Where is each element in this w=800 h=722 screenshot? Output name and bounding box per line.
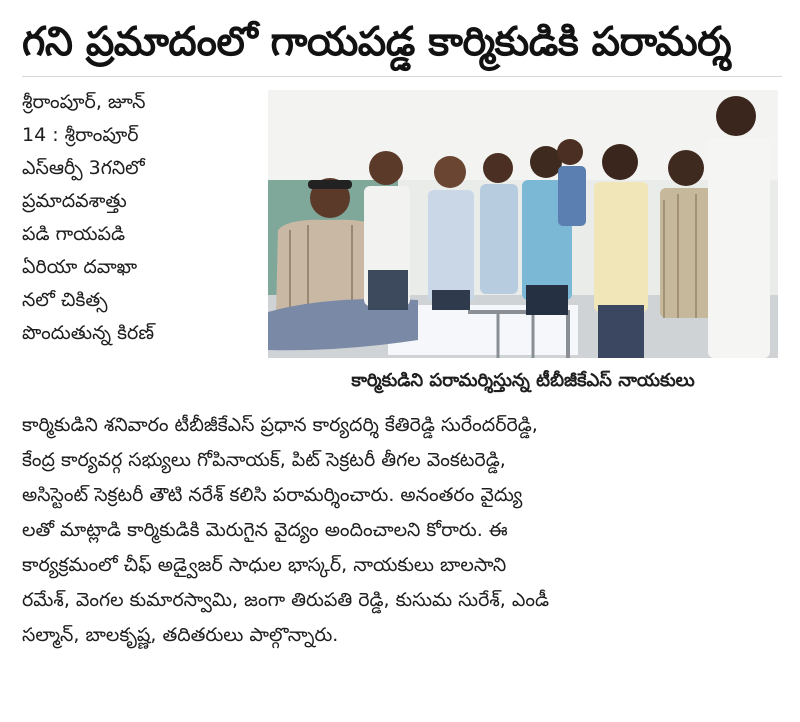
article-body	[22, 408, 782, 653]
body-line: కార్యక్రమంలో చీఫ్ అడ్వైజర్ సాధుల భాస్కర్, నాయకులు బాలసాని	[22, 554, 507, 576]
intro-line: ప్రమాదవశాత్తు	[22, 190, 127, 212]
article-intro-column	[22, 86, 242, 350]
intro-line: నలో చికిత్స	[22, 289, 108, 311]
photo-caption: కార్మికుడిని పరామర్శిస్తున్న టీబీజీకేఎస్ నాయకులు	[351, 370, 695, 391]
intro-line: 14 : శ్రీరాంపూర్	[22, 124, 139, 146]
hospital-visit-illustration	[268, 90, 778, 358]
intro-line: ఏరియా దవాఖా	[22, 256, 138, 278]
body-line: లతో మాట్లాడి కార్మికుడికి మెరుగైన వైద్యం అందించాలని కోరారు. ఈ	[22, 519, 508, 541]
body-line: అసిస్టెంట్ సెక్రటరీ తౌటి నరేశ్ కలిసి పరామర్శించారు. అనంతరం వైద్యు	[22, 484, 523, 506]
body-line: కార్మికుడిని శనివారం టీబీజీకేఎస్ ప్రధాన కార్యదర్శి కేతిరెడ్డి సురేందర్‌రెడ్డి,	[22, 414, 538, 436]
body-line: కేంద్ర కార్యవర్గ సభ్యులు గోపినాయక్, పిట్ సెక్రటరీ తీగల వెంకటరెడ్డి,	[22, 449, 506, 471]
headline-divider	[22, 76, 782, 77]
article-headline: గని ప్రమాదంలో గాయపడ్డ కార్మికుడికి పరామర్శ	[22, 19, 732, 65]
news-photo	[268, 90, 778, 358]
intro-line: శ్రీరాంపూర్, జూన్	[22, 91, 146, 113]
body-line: సల్మాన్, బాలకృష్ణ, తదితరులు పాల్గొన్నారు.	[22, 624, 339, 646]
body-line: రమేశ్, వెంగల కుమారస్వామి, జంగా తిరుపతి రెడ్డి, కుసుమ సురేశ్, ఎండీ	[22, 589, 550, 611]
intro-line: పడి గాయపడి	[22, 223, 126, 245]
intro-line: ఎస్ఆర్పీ 3గనిలో	[22, 157, 145, 179]
intro-line: పొందుతున్న కిరణ్	[22, 322, 155, 344]
